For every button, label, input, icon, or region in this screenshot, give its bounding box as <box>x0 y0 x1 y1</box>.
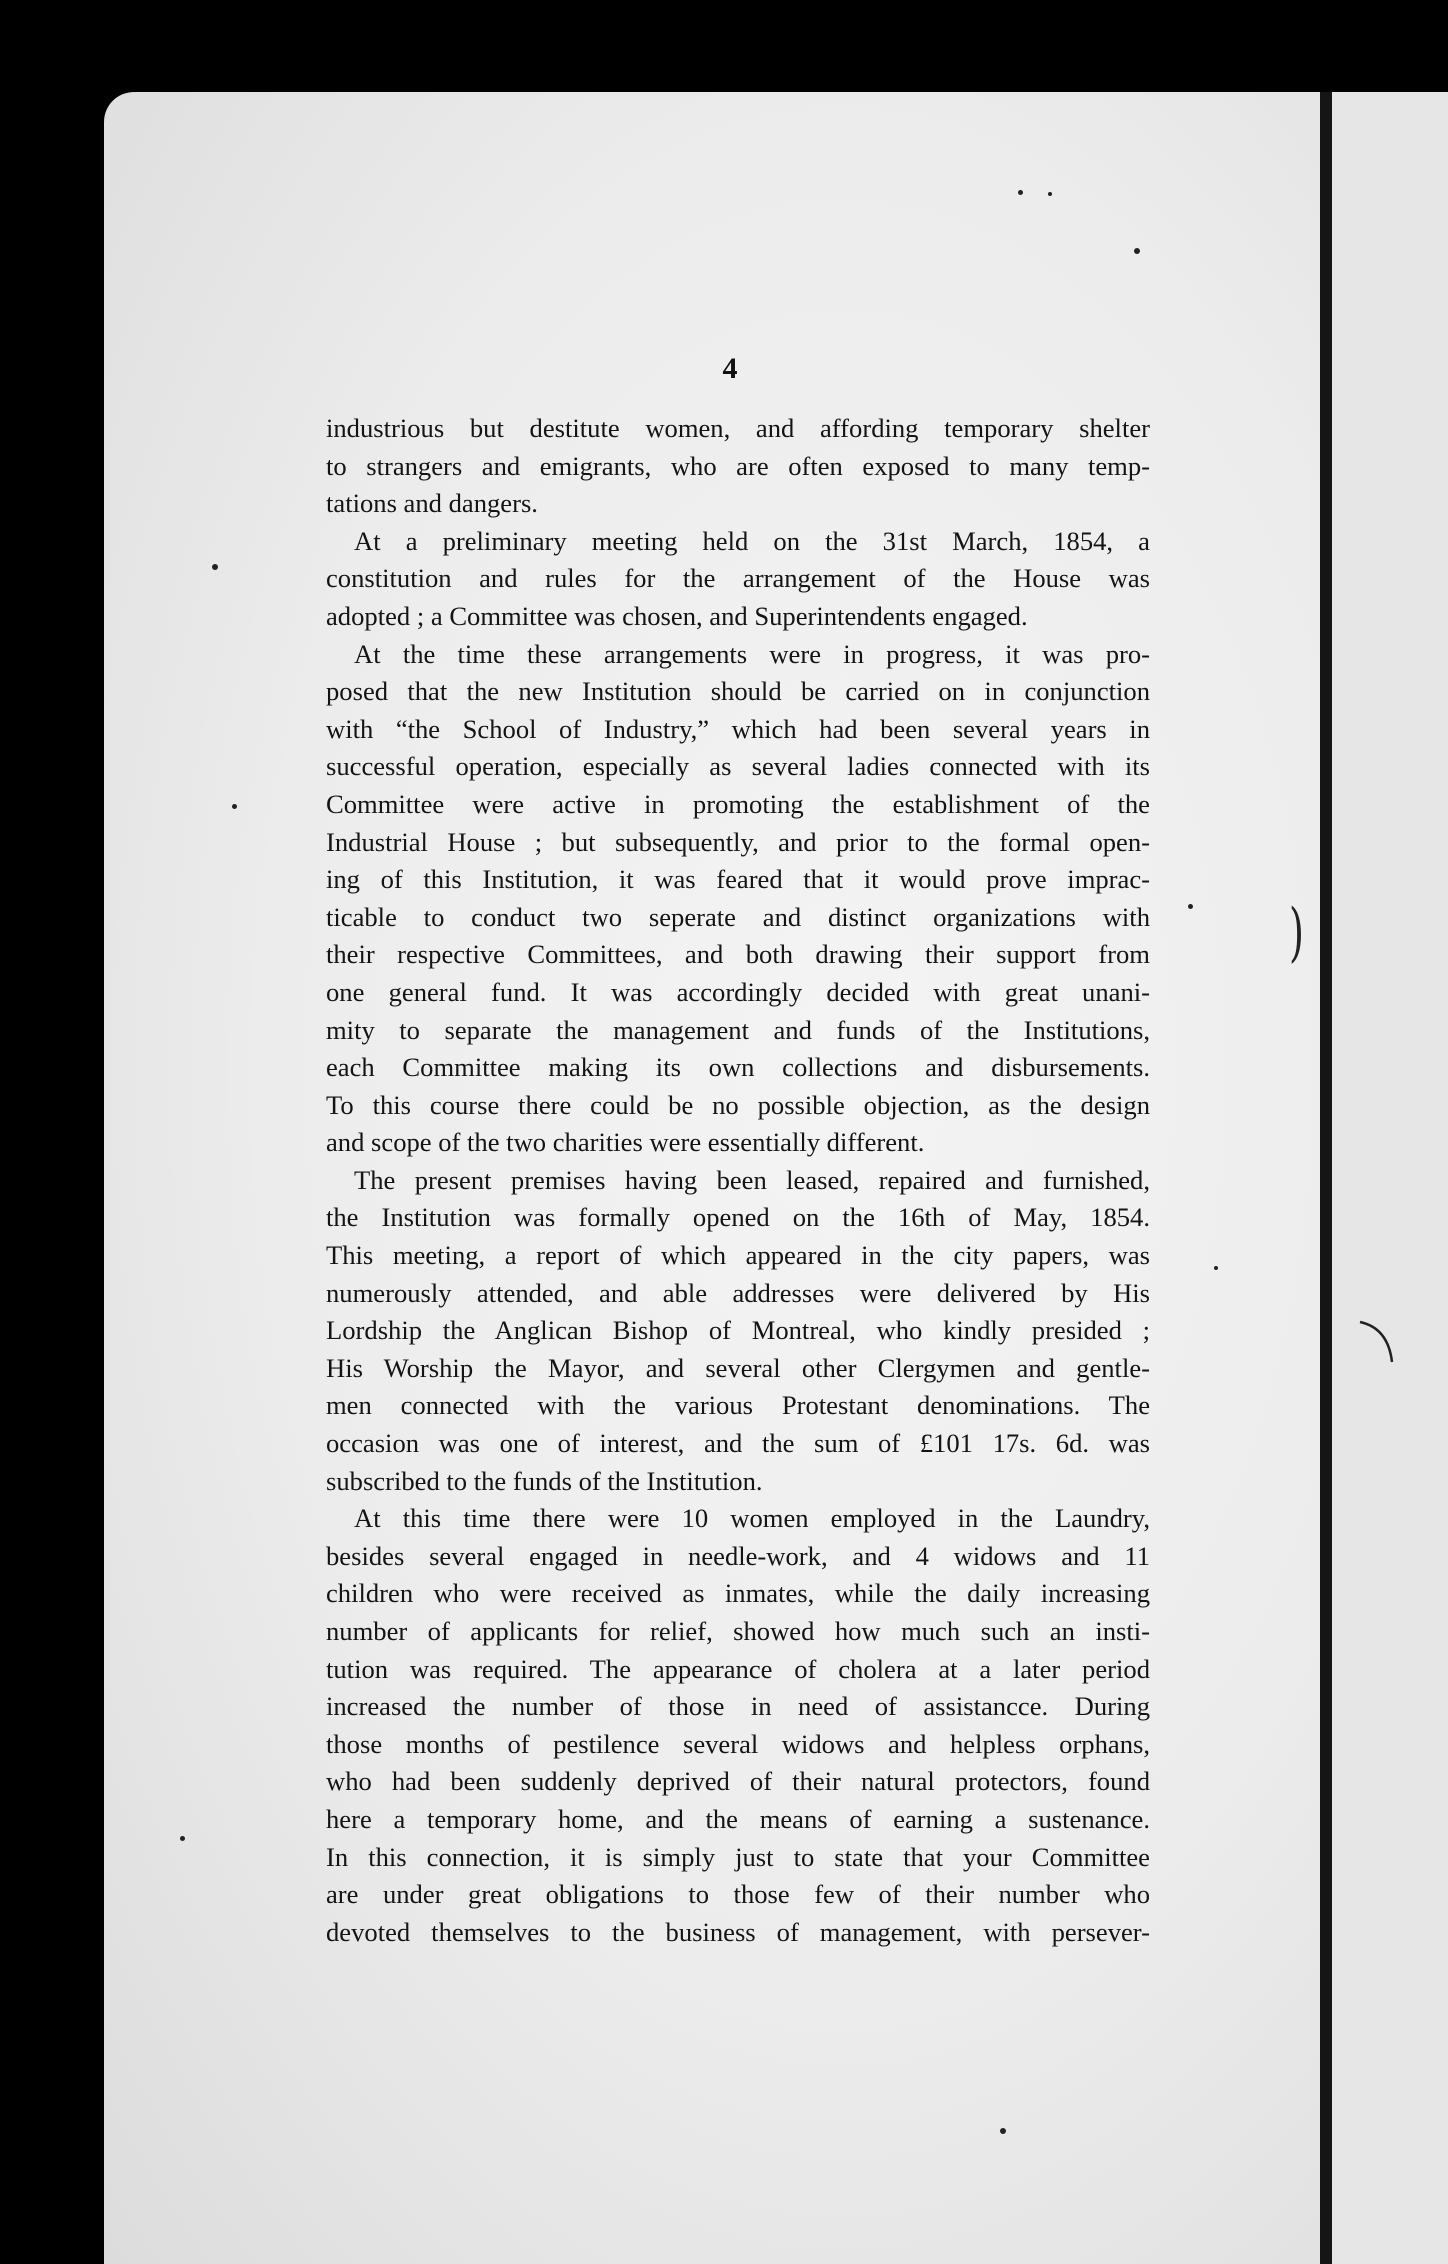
text-line: At this time there were 10 women employed in the Laundry, <box>354 1503 1150 1534</box>
text-line: industrious but destitute women, and affording temporary shelter <box>326 413 1150 443</box>
text-line: constitution and rules for the arrangement of the House was <box>326 563 1150 594</box>
text-line: To this course there could be no possible objection, as the design <box>326 1089 1150 1120</box>
text-line: subscribed to the funds of the Institution. <box>326 1465 763 1496</box>
ink-speck <box>1018 190 1023 195</box>
text-line: are under great obligations to those few of their number who <box>326 1879 1150 1910</box>
ink-speck <box>180 1836 185 1841</box>
ink-speck <box>1000 2128 1006 2134</box>
text-line: devoted themselves to the business of management, with persever- <box>326 1916 1150 1947</box>
text-line: numerously attended, and able addresses were delivered by His <box>326 1277 1150 1308</box>
text-line: besides several engaged in needle-work, and 4 widows and 11 <box>326 1540 1150 1571</box>
text-line: with “the School of Industry,” which had been several years in <box>326 713 1150 744</box>
text-line: Committee were active in promoting the establishment of the <box>326 788 1150 819</box>
text-line: Industrial House ; but subsequently, and prior to the formal open- <box>326 826 1150 857</box>
text-line: posed that the new Institution should be carried on in conjunction <box>326 676 1150 707</box>
text-line: At a preliminary meeting held on the 31st March, 1854, a <box>354 525 1150 556</box>
text-line: tations and dangers. <box>326 488 538 519</box>
text-line: Lordship the Anglican Bishop of Montreal, who kindly presided ; <box>326 1315 1150 1346</box>
ink-speck <box>1134 248 1140 254</box>
text-line: adopted ; a Committee was chosen, and Superintendents engaged. <box>326 600 1028 631</box>
text-line: tution was required. The appearance of cholera at a later period <box>326 1653 1150 1684</box>
ink-speck <box>232 804 237 809</box>
text-line: His Worship the Mayor, and several other Clergymen and gentle- <box>326 1352 1150 1383</box>
margin-bracket-mark: ) <box>1288 896 1304 970</box>
adjacent-page-edge <box>1332 92 1448 2264</box>
ink-speck <box>1188 904 1193 909</box>
text-line: one general fund. It was accordingly decided with great unani- <box>326 976 1150 1007</box>
text-line: who had been suddenly deprived of their natural protectors, found <box>326 1766 1150 1797</box>
ink-speck <box>212 564 218 570</box>
text-line: those months of pestilence several widows and helpless orphans, <box>326 1728 1150 1759</box>
text-line: number of applicants for relief, showed how much such an insti- <box>326 1616 1150 1646</box>
text-line: ticable to conduct two seperate and distinct organizations with <box>326 901 1150 932</box>
text-line: increased the number of those in need of assistancce. During <box>326 1691 1150 1722</box>
text-line: and scope of the two charities were essentially different. <box>326 1127 925 1158</box>
text-line: In this connection, it is simply just to state that your Committee <box>326 1841 1150 1872</box>
text-line: mity to separate the management and funds of the Institutions, <box>326 1014 1150 1045</box>
text-line: men connected with the various Protestant denominations. The <box>326 1390 1150 1421</box>
text-line: successful operation, especially as several ladies connected with its <box>326 751 1150 782</box>
text-line: At the time these arrangements were in progress, it was pro- <box>354 638 1150 669</box>
body-text <box>326 410 1150 1951</box>
page-number: 4 <box>722 352 738 385</box>
text-line: to strangers and emigrants, who are often exposed to many temp- <box>326 450 1150 481</box>
text-line: the Institution was formally opened on the 16th of May, 1854. <box>326 1202 1150 1233</box>
text-line: here a temporary home, and the means of earning a sustenance. <box>326 1803 1150 1834</box>
text-line: each Committee making its own collections and disbursements. <box>326 1052 1150 1083</box>
text-line: The present premises having been leased, repaired and furnished, <box>354 1164 1150 1195</box>
text-line: their respective Committees, and both drawing their support from <box>326 939 1150 970</box>
ink-speck <box>1048 192 1052 196</box>
text-line: ing of this Institution, it was feared that it would prove imprac- <box>326 864 1150 895</box>
margin-curve-mark <box>1358 1318 1398 1378</box>
page-fold-shadow <box>1320 92 1332 2264</box>
text-line: children who were received as inmates, while the daily increasing <box>326 1578 1150 1609</box>
text-line: occasion was one of interest, and the sum of £101 17s. 6d. was <box>326 1428 1150 1459</box>
text-line: This meeting, a report of which appeared in the city papers, was <box>326 1240 1150 1271</box>
ink-speck <box>1214 1266 1218 1270</box>
